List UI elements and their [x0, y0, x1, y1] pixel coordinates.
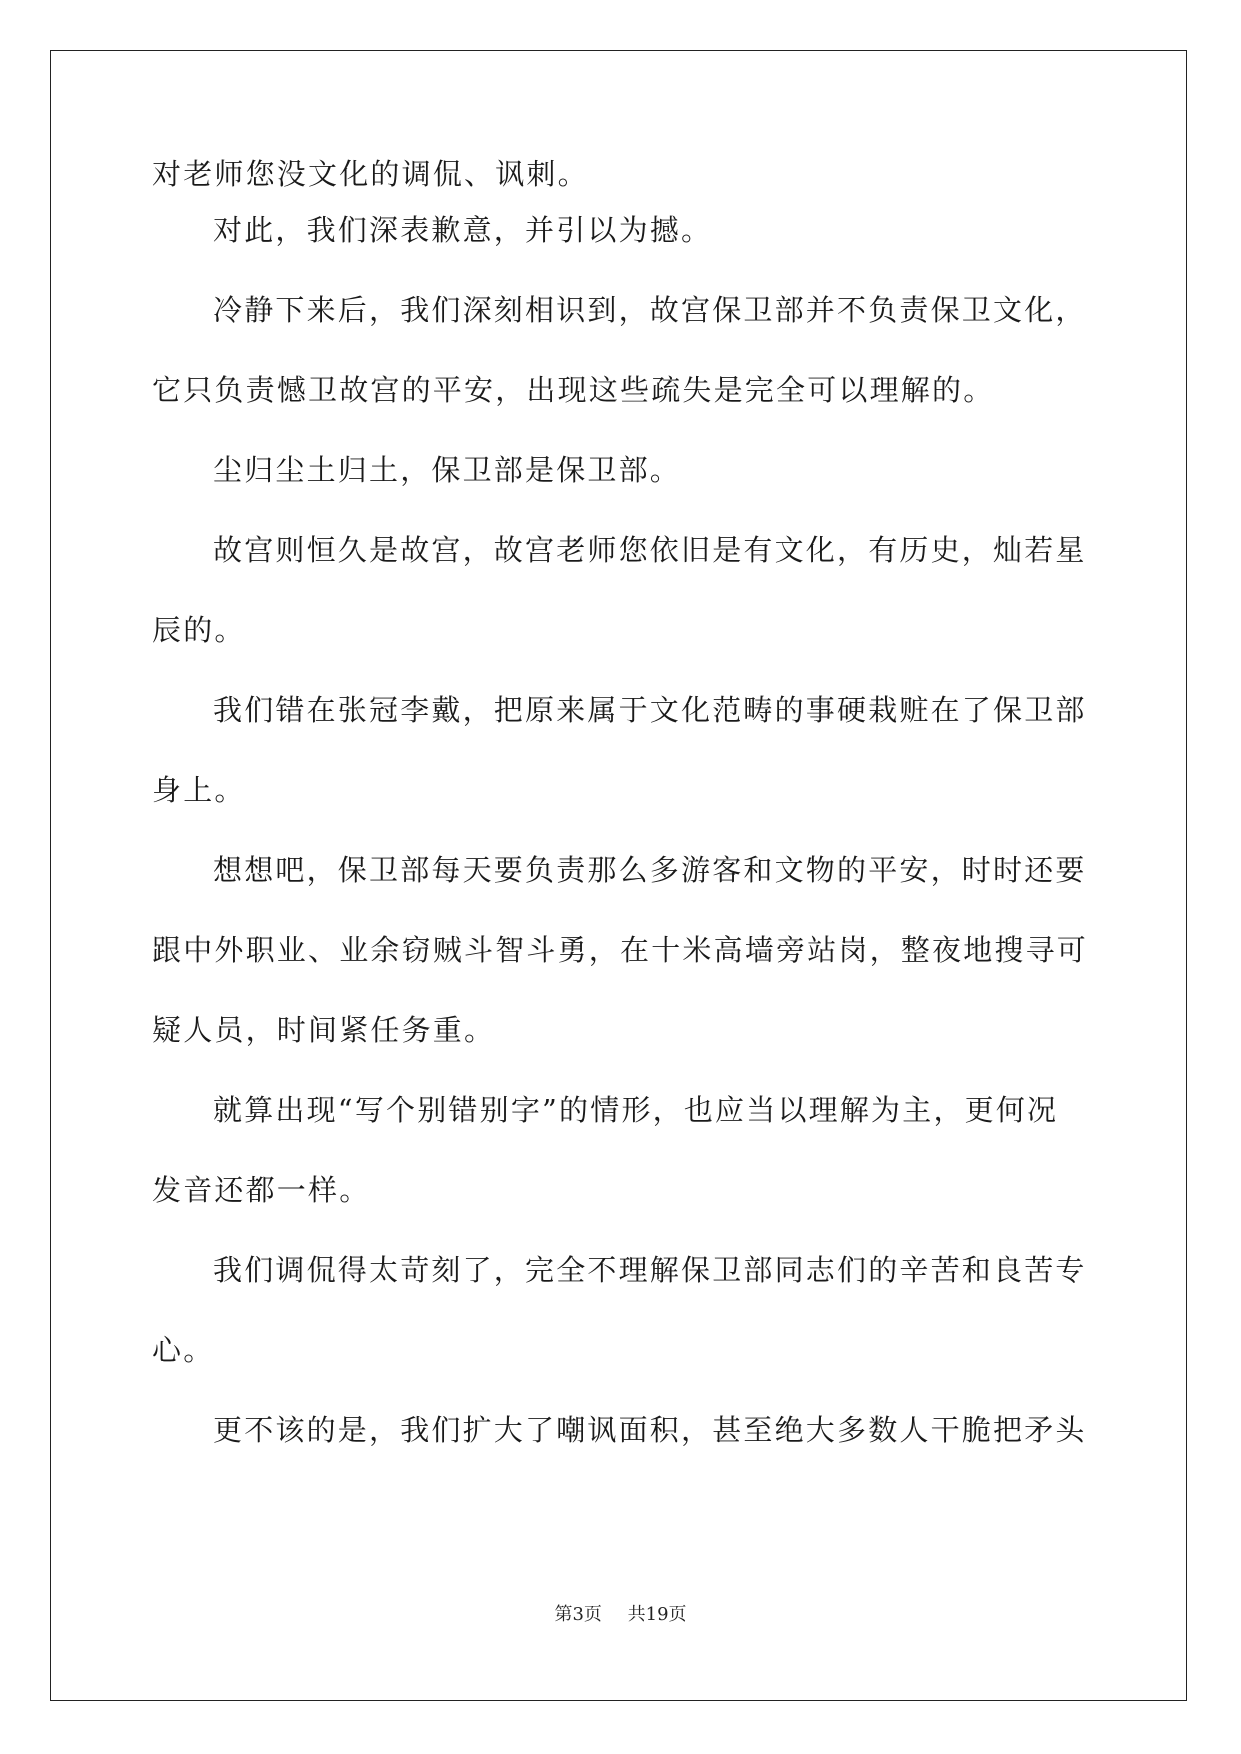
text-line: 故宫则恒久是故宫，故宫老师您依旧是有文化，有历史，灿若星 — [213, 533, 1087, 567]
page-footer — [0, 1600, 1241, 1626]
text-line: 它只负责憾卫故宫的平安，出现这些疏失是完全可以理解的。 — [152, 373, 995, 407]
page-total: 共19页 — [627, 1604, 687, 1625]
text-line: 发音还都一样。 — [152, 1173, 371, 1207]
text-line: 心。 — [152, 1333, 215, 1367]
text-line: 我们调侃得太苛刻了，完全不理解保卫部同志们的辛苦和良苦专 — [213, 1253, 1087, 1287]
text-line: 想想吧，保卫部每天要负责那么多游客和文物的平安，时时还要 — [213, 853, 1087, 887]
text-line: 对此，我们深表歉意，并引以为撼。 — [213, 213, 713, 247]
text-line: 跟中外职业、业余窃贼斗智斗勇，在十米高墙旁站岗，整夜地搜寻可 — [152, 933, 1089, 967]
text-line: 我们错在张冠李戴，把原来属于文化范畴的事硬栽赃在了保卫部 — [213, 693, 1087, 727]
text-line: 就算出现“写个别错别字”的情形，也应当以理解为主，更何况 — [213, 1093, 1059, 1127]
document-body — [152, 158, 1088, 1470]
text-line: 辰的。 — [152, 613, 246, 647]
text-line: 身上。 — [152, 773, 246, 807]
text-line: 冷静下来后，我们深刻相识到，故宫保卫部并不负责保卫文化， — [213, 293, 1087, 327]
text-line: 更不该的是，我们扩大了嘲讽面积，甚至绝大多数人干脆把矛头 — [213, 1413, 1087, 1447]
text-line: 尘归尘土归土，保卫部是保卫部。 — [213, 453, 682, 487]
text-line: 疑人员，时间紧任务重。 — [152, 1013, 496, 1047]
text-line: 对老师您没文化的调侃、讽刺。 — [152, 157, 589, 191]
page-number: 第3页 — [554, 1604, 602, 1625]
